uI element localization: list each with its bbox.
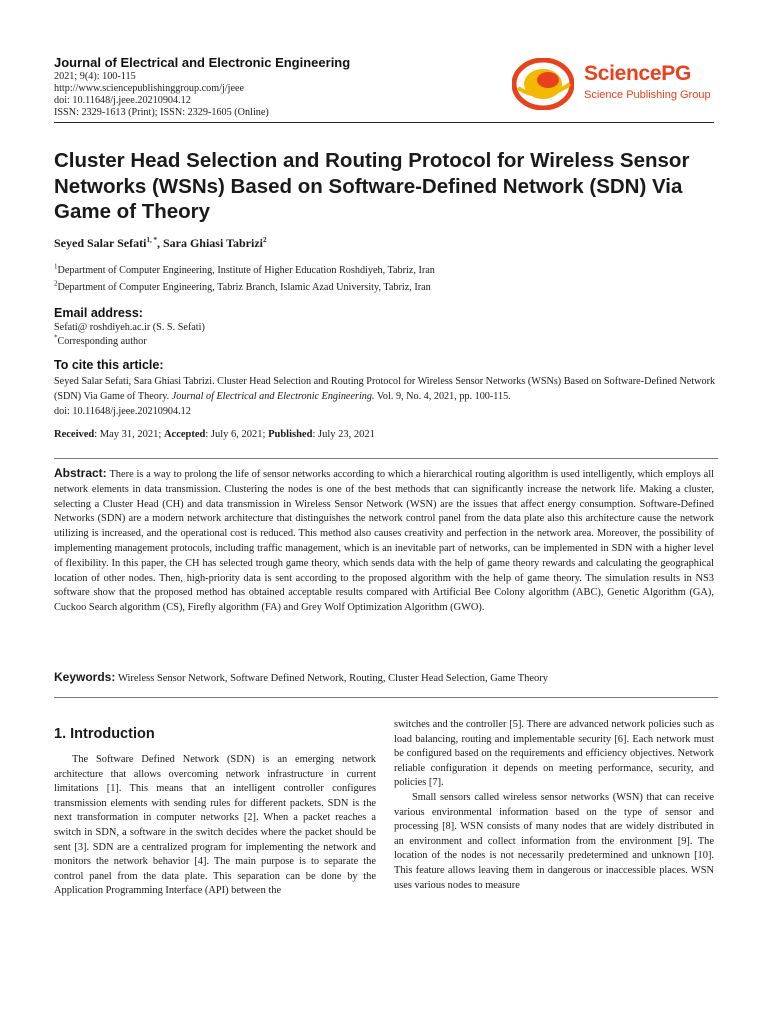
journal-name: Journal of Electrical and Electronic Engineering [54,55,351,70]
abstract-label: Abstract: [54,466,107,480]
author-2-sup: 2 [262,236,267,244]
intro-right-paragraph-1: switches and the controller [5]. There are advanced network policies such as load balancing, routing and implementable security [6]. Each network must be configured based on the requirements and efficiency objectives. Network reliable configuration it depends on meeting performance, security, and policies [7]. [394,719,714,789]
journal-url[interactable]: http://www.sciencepublishinggroup.com/j/jeee [54,83,245,94]
author-1-sup: 1, * [146,236,157,244]
sciencepg-emblem-icon [512,58,574,110]
citation-text [54,374,718,419]
affiliation-1 [54,262,435,276]
citation-tail: Vol. 9, No. 4, 2021, pp. 100-115. [374,391,511,402]
keywords [54,670,718,684]
affiliation-1-text: Department of Computer Engineering, Institute of Higher Education Roshdiyeh, Tabriz, Iran [57,265,435,276]
corresponding-author [54,335,147,348]
logo-name: SciencePG [584,62,692,85]
cite-label: To cite this article: [54,358,164,372]
left-column [54,753,376,899]
affiliation-2 [54,279,431,293]
corresponding-sup: * [54,333,58,342]
logo-subtitle: Science Publishing Group [584,89,711,101]
received-date: : May 31, 2021; [94,429,164,440]
published-label: Published [268,429,313,440]
intro-right-paragraph-2: Small sensors called wireless sensor networks (WSN) that can receive various environmental information based on the type of sensor and processing [8]. WSN consists of many nodes that are widely distributed in an environment and collect information from the environment [9]. The location of the nodes is not necessarily predetermined and unknown [10]. This feature allows leaving them in dangerous or inaccessible places. WSN uses various nodes to measure [394,791,714,891]
author-list [54,236,266,251]
intro-heading: 1. Introduction [54,726,155,742]
paper-title: Cluster Head Selection and Routing Protocol for Wireless Sensor Networks (WSNs) Based on Software-Defined Network (SDN) Via Game of Theory [54,149,690,223]
received-label: Received [54,429,95,440]
abstract-bottom-divider [54,697,718,698]
email-address[interactable]: Sefati@ roshdiyeh.ac.ir (S. S. Sefati) [54,322,205,333]
author-2: Sara Ghiasi Tabrizi [162,236,263,250]
affiliation-2-text: Department of Computer Engineering, Tabriz Branch, Islamic Azad University, Tabriz, Iran [57,282,431,293]
published-date: : July 23, 2021 [312,429,375,440]
affiliation-1-sup: 1 [54,262,58,271]
issn: ISSN: 2329-1613 (Print); ISSN: 2329-1605 (Online) [54,107,269,118]
keywords-label: Keywords: [54,670,116,684]
intro-left-paragraph: The Software Defined Network (SDN) is an emerging network architecture that allows overcoming network infrastructure in current limitations [1]. This means that an intelligent controller configures transmission elements with sending rules for different packets. SDN is the next transformation in computer networks [2]. When a packet reaches a switch in SDN, a software in the switch decides where the packet should be sent [3]. SDN are a centralized program for implementing the network and monitors the network behavior [4]. The main purpose is to separate the control panel from the data plate. This separation can be done by the Application Programming Interface (API) between the [54,754,376,897]
accepted-label: Accepted [163,429,206,440]
citation-doi: doi: 10.11648/j.jeee.20210904.12 [54,406,191,417]
header-doi: doi: 10.11648/j.jeee.20210904.12 [54,95,191,106]
citation-plain: Seyed Salar Sefati, Sara Ghiasi Tabrizi. Cluster Head Selection and Routing Protocol for Wireless Sensor Networks (WSNs) Based on Software-Defined Network (SDN) Via Game of Theory. [54,376,716,402]
keywords-text: Wireless Sensor Network, Software Defined Network, Routing, Cluster Head Selection, Game Theory [117,673,549,684]
author-1: Seyed Salar Sefati [54,236,147,250]
citation-journal: Journal of Electrical and Electronic Engineering. [171,391,375,402]
right-column [394,718,714,893]
email-label: Email address: [54,306,143,320]
abstract [54,466,714,616]
author-separator: , [156,236,163,250]
abstract-top-divider [54,458,718,459]
abstract-text: There is a way to prolong the life of sensor networks according to which a hierarchical routing algorithm is used intelligently, which employs all network elements in data transmission. Clustering the nodes is one of the best methods that can significantly increase the network life. Making a cluster, selecting a Cluster Head (CH) and data transmission in Wireless Sensor Network (WSN) are the issues that affect energy consumption. Software-Defined Networks (SDN) are a modern network architecture that distinguishes the network control panel from the data plate also this architecture cause the network utilizing is increased, and the operational cost is reduced. This method also causes creativity and perfection in the network area. Moreover, the possibility of implementing management protocols, including traffic management, which is an inevitable part of networks, can be implemented in SDN with a higher level of flexibility. In this paper, the CH has selected trough game theory, which sends data with the help of game theory rewards and calculating the geographical location of other nodes. Then, high-priority data is sent according to the proposed algorithm with the help of game theory. The simulation results in NS3 software show that the proposed method has obtained acceptable results compared with Artificial Bee Colony algorithm (ABC), Genetic Algorithm (GA), Cuckoo Search algorithm (CS), Firefly algorithm (FA) and Grey Wolf Optimization Algorithm (GWO). [54,469,714,614]
sciencepg-logo [512,58,722,110]
header-divider [54,122,714,123]
publication-dates [54,429,375,440]
volume-pages: 2021; 9(4): 100-115 [54,71,136,82]
accepted-date: : July 6, 2021; [205,429,269,440]
corresponding-text: Corresponding author [57,336,147,347]
affiliation-2-sup: 2 [54,279,58,288]
